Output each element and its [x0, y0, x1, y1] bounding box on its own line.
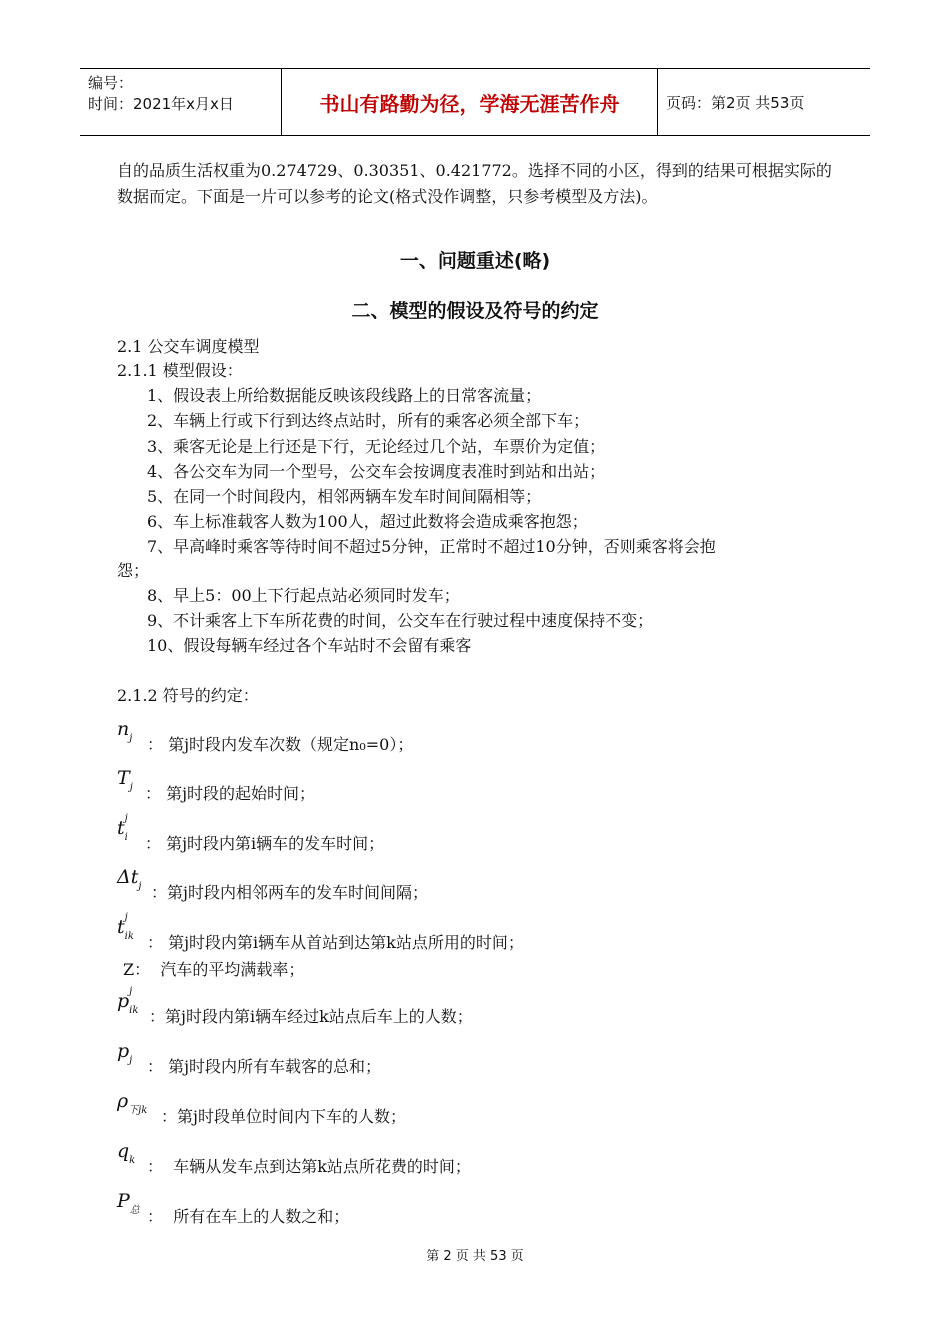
assumption-item-continuation: 怨；: [117, 561, 150, 580]
symbol-description: 第j时段内相邻两车的发车时间间隔；: [167, 883, 428, 902]
symbol-glyph: p j ik: [117, 986, 139, 1016]
assumption-item: 3、乘客无论是上行还是下行，无论经过几个站，车票价为定值；: [147, 437, 606, 456]
symbol-row: t j i ： 第j时段内第i辆车的发车时间；: [117, 813, 385, 853]
symbol-description: 第j时段单位时间内下车的人数；: [177, 1107, 406, 1126]
symbol-glyph: t j ik: [117, 912, 134, 942]
header-time-label: 时间：2021年x月x日: [88, 95, 234, 113]
section-2-1-1: 2.1.1 模型假设：: [117, 361, 243, 380]
symbol-glyph: ρ 下jk: [117, 1090, 148, 1116]
symbol-glyph: t j i: [117, 813, 128, 843]
symbol-row: Δt j ：第j时段内相邻两车的发车时间间隔；: [117, 866, 428, 902]
symbol-description: 第j时段内发车次数（规定n₀=0）；: [168, 735, 414, 754]
symbol-glyph: n j: [117, 718, 133, 744]
header-number-label: 编号：: [88, 74, 134, 92]
symbol-glyph: Δt j: [117, 866, 142, 892]
assumption-item: 4、各公交车为同一个型号，公交车会按调度表准时到站和出站；: [147, 462, 606, 481]
symbol-glyph: Z: [123, 960, 135, 979]
assumption-item: 8、早上5：00上下行起点站必须同时发车；: [147, 586, 460, 605]
header-meta-cell: [80, 69, 282, 135]
assumption-item: 7、早高峰时乘客等待时间不超过5分钟，正常时不超过10分钟，否则乘客将会抱: [147, 537, 716, 556]
heading-problem-restatement: 一、问题重述(略): [399, 250, 551, 272]
symbol-description: 第j时段内所有车载客的总和；: [168, 1057, 382, 1076]
section-2-1-2: 2.1.2 符号的约定：: [117, 686, 259, 705]
heading-assumptions-symbols: 二、模型的假设及符号的约定: [351, 300, 599, 322]
assumption-item: 1、假设表上所给数据能反映该段线路上的日常客流量；: [147, 386, 542, 405]
symbol-description: 汽车的平均满载率；: [160, 960, 305, 979]
symbol-row: ρ 下jk ：第j时段单位时间内下车的人数；: [117, 1090, 406, 1126]
assumption-item: 10、假设每辆车经过各个车站时不会留有乘客: [147, 636, 472, 655]
symbol-description: 第j时段的起始时间；: [166, 784, 316, 803]
symbol-glyph: T j: [117, 767, 133, 793]
symbol-row: q k ： 车辆从发车点到达第k站点所花费的时间；: [117, 1140, 471, 1176]
assumption-item: 5、在同一个时间段内，相邻两辆车发车时间间隔相等；: [147, 487, 542, 506]
symbol-row: T j ： 第j时段的起始时间；: [117, 767, 316, 803]
symbol-row: n j ： 第j时段内发车次数（规定n₀=0）；: [117, 718, 414, 754]
page-footer: 第 2 页 共 53 页: [426, 1249, 524, 1264]
symbol-row: P 总 ： 所有在车上的人数之和；: [117, 1190, 350, 1226]
symbol-glyph: P 总: [117, 1190, 140, 1216]
assumption-item: 6、车上标准载客人数为100人，超过此数将会造成乘客抱怨；: [147, 512, 588, 531]
symbol-description: 所有在车上的人数之和；: [173, 1207, 350, 1226]
intro-paragraph: 自的品质生活权重为0.274729、0.30351、0.421772。选择不同的小区，得到的结果可根据实际的数据而定。下面是一片可以参考的论文(格式没作调整，只参考模型及方法)。: [117, 161, 832, 206]
symbol-row: p j ik ：第j时段内第i辆车经过k站点后车上的人数；: [117, 986, 473, 1026]
symbol-glyph: q k: [117, 1140, 136, 1166]
symbol-description: 车辆从发车点到达第k站点所花费的时间；: [173, 1157, 471, 1176]
assumption-item: 9、不计乘客上下车所花费的时间，公交车在行驶过程中速度保持不变；: [147, 611, 654, 630]
symbol-description: 第j时段内第i辆车的发车时间；: [166, 834, 385, 853]
symbol-description: 第j时段内第i辆车经过k站点后车上的人数；: [165, 1007, 473, 1026]
header-page-info: 页码：第2页 共53页: [666, 93, 805, 112]
section-2-1: 2.1 公交车调度模型: [117, 337, 260, 356]
symbol-row: t j ik ： 第j时段内第i辆车从首站到达第k站点所用的时间；: [117, 912, 524, 952]
assumption-item: 2、车辆上行或下行到达终点站时，所有的乘客必须全部下车；: [147, 411, 590, 430]
header-table: [80, 68, 870, 136]
symbol-glyph: p j: [117, 1040, 133, 1066]
symbol-description: 第j时段内第i辆车从首站到达第k站点所用的时间；: [168, 933, 524, 952]
header-motto: 书山有路勤为径，学海无涯苦作舟: [282, 69, 658, 135]
symbol-row: p j ： 第j时段内所有车载客的总和；: [117, 1040, 382, 1076]
